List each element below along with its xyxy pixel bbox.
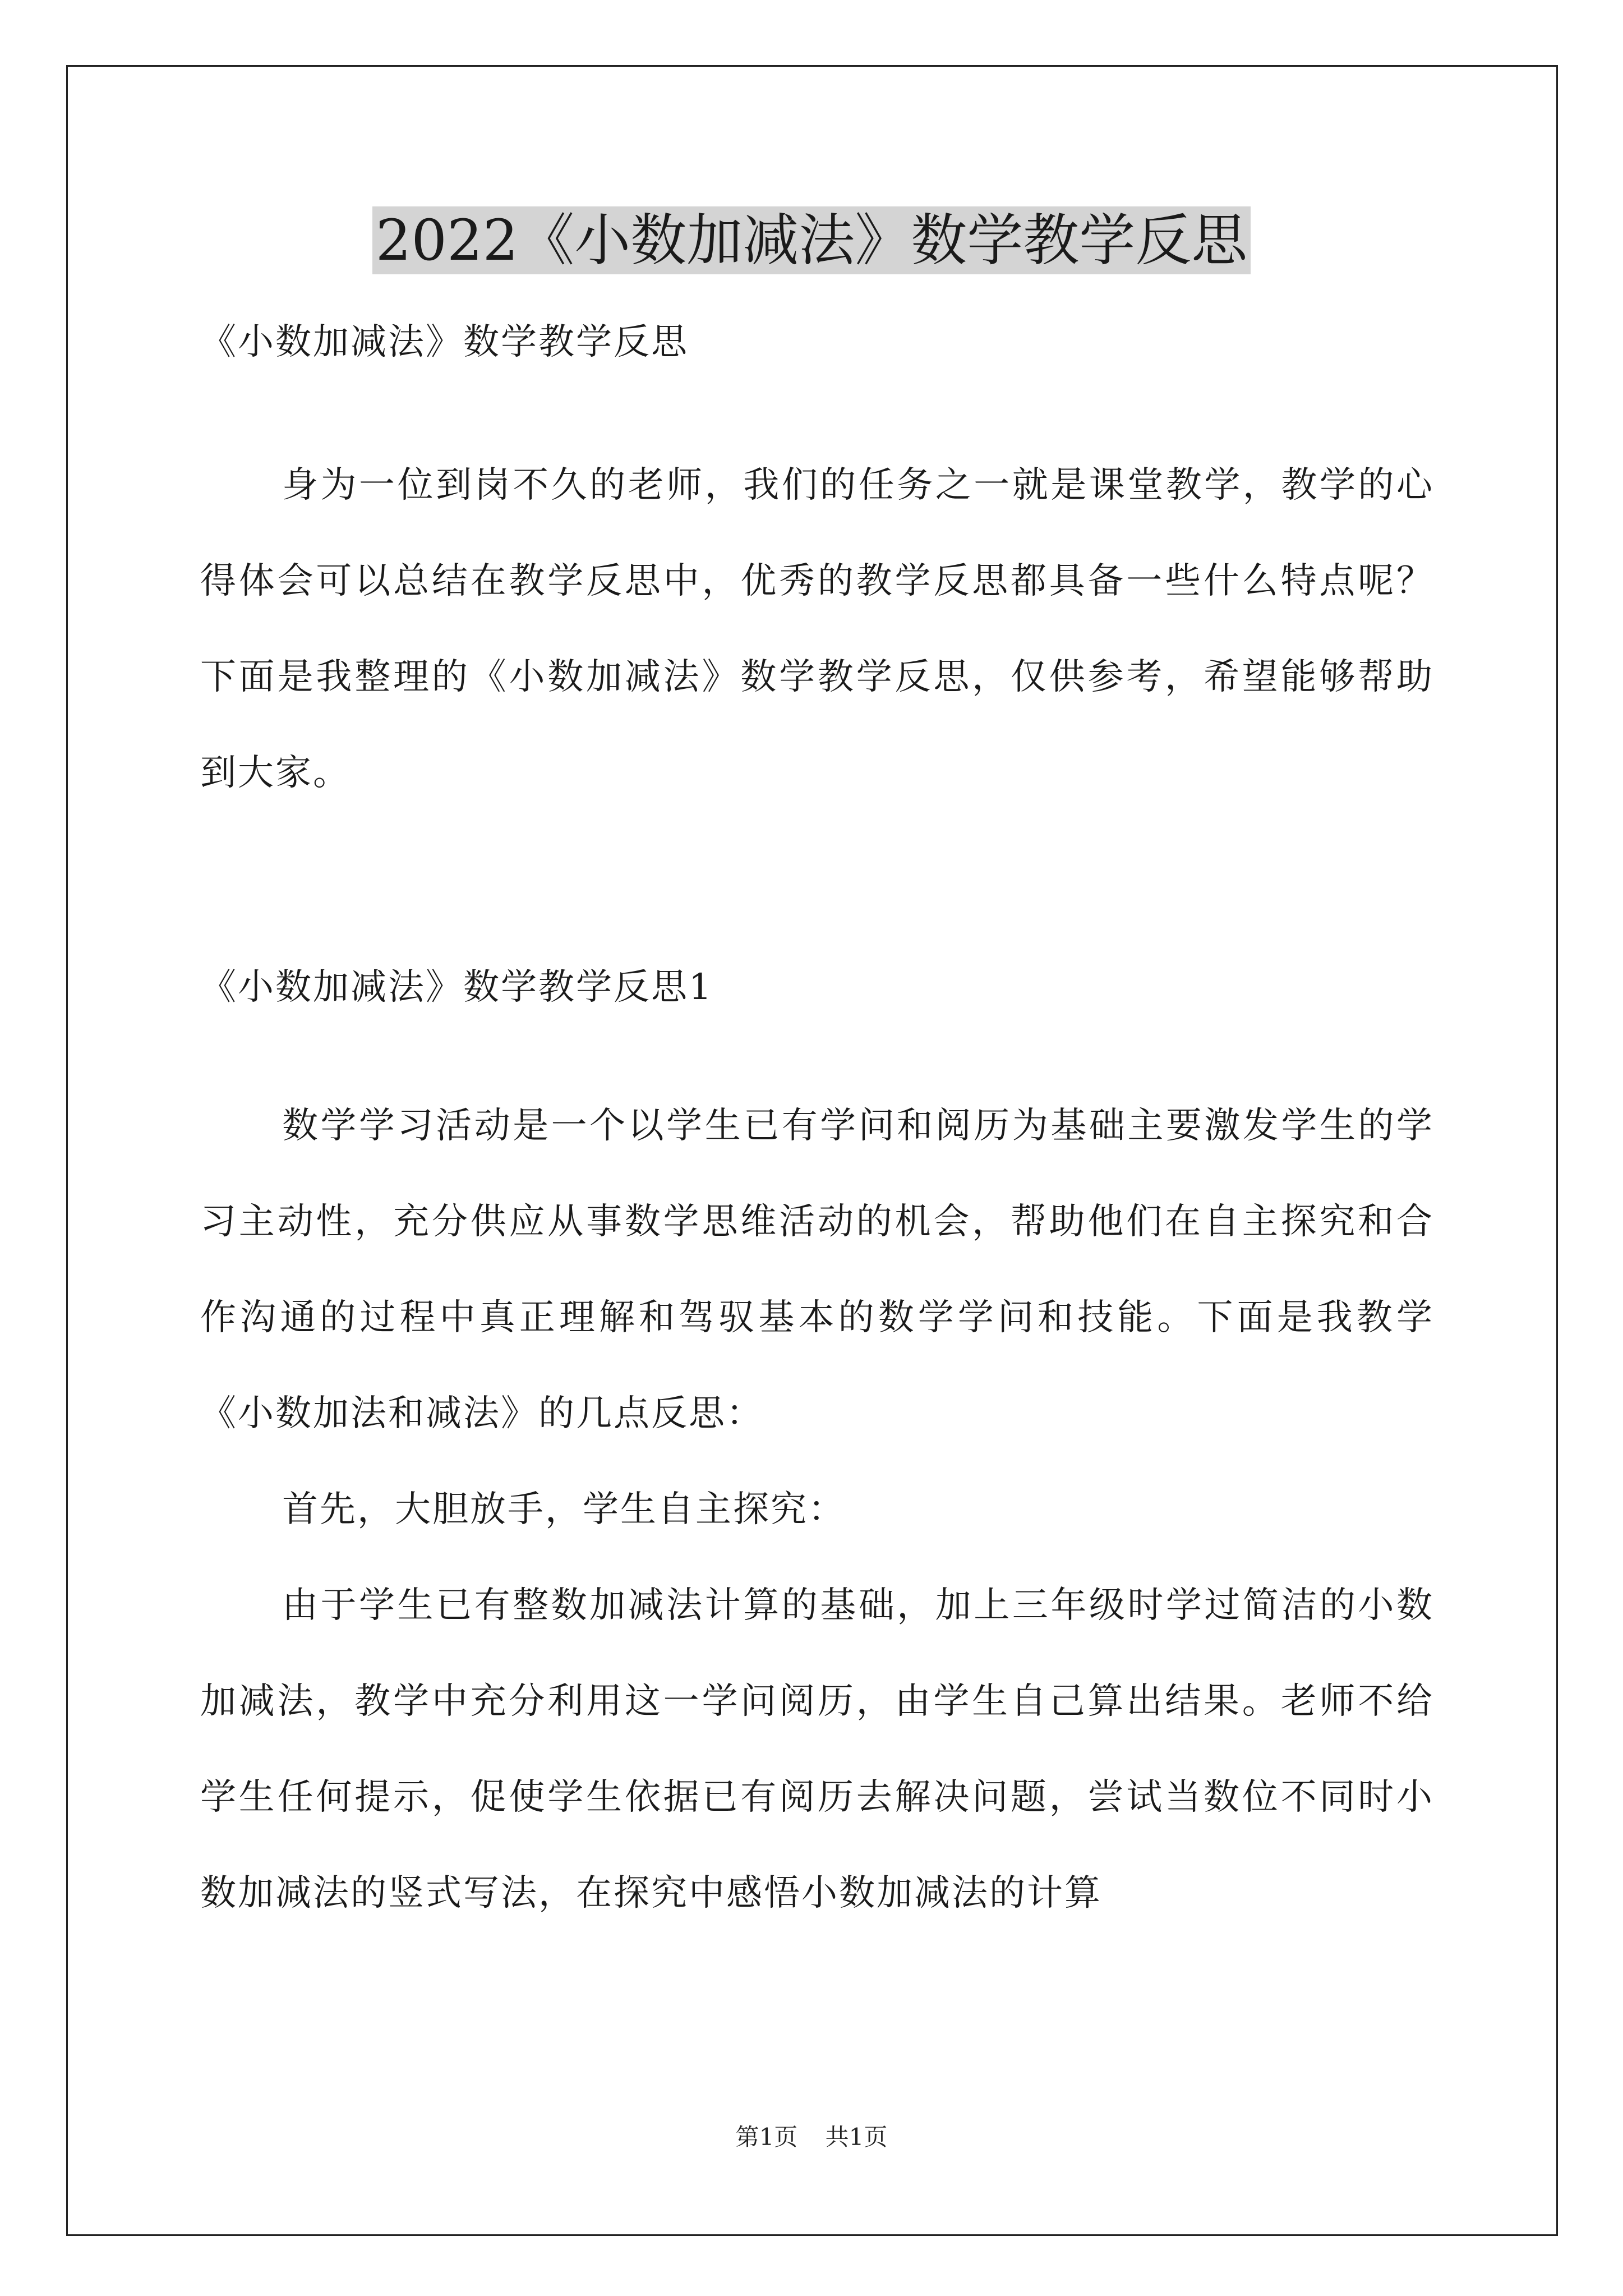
page-footer bbox=[0, 2120, 1623, 2154]
document-title-text: 2022《小数加减法》数学教学反思 bbox=[372, 206, 1251, 274]
section-1-paragraph-3: 由于学生已有整数加减法计算的基础，加上三年级时学过简洁的小数加减法，教学中充分利用这一学问阅历，由学生自己算出结果。老师不给学生任何提示，促使学生依据已有阅历去解决问题，尝试当数位不同时小数加减法的竖式写法，在探究中感悟小数加减法的计算 bbox=[200, 1585, 1434, 1914]
subtitle: 《小数加减法》数学教学反思 bbox=[200, 321, 689, 363]
document-title bbox=[0, 204, 1623, 277]
page-total: 共1页 bbox=[825, 2123, 888, 2151]
section-1-paragraph-1: 数学学习活动是一个以学生已有学问和阅历为基础主要激发学生的学习主动性，充分供应从事数学思维活动的机会，帮助他们在自主探究和合作沟通的过程中真正理解和驾驭基本的数学学问和技能。下面是我教学《小数加法和减法》的几点反思： bbox=[200, 1105, 1434, 1434]
intro-paragraph: 身为一位到岗不久的老师，我们的任务之一就是课堂教学，教学的心得体会可以总结在教学反思中，优秀的教学反思都具备一些什么特点呢？下面是我整理的《小数加减法》数学教学反思，仅供参考，希望能够帮助到大家。 bbox=[200, 464, 1434, 794]
section-1-heading: 《小数加减法》数学教学反思1 bbox=[200, 967, 713, 1008]
page-number: 第1页 bbox=[735, 2123, 798, 2151]
section-1-paragraph-2: 首先，大胆放手，学生自主探究： bbox=[282, 1489, 846, 1530]
